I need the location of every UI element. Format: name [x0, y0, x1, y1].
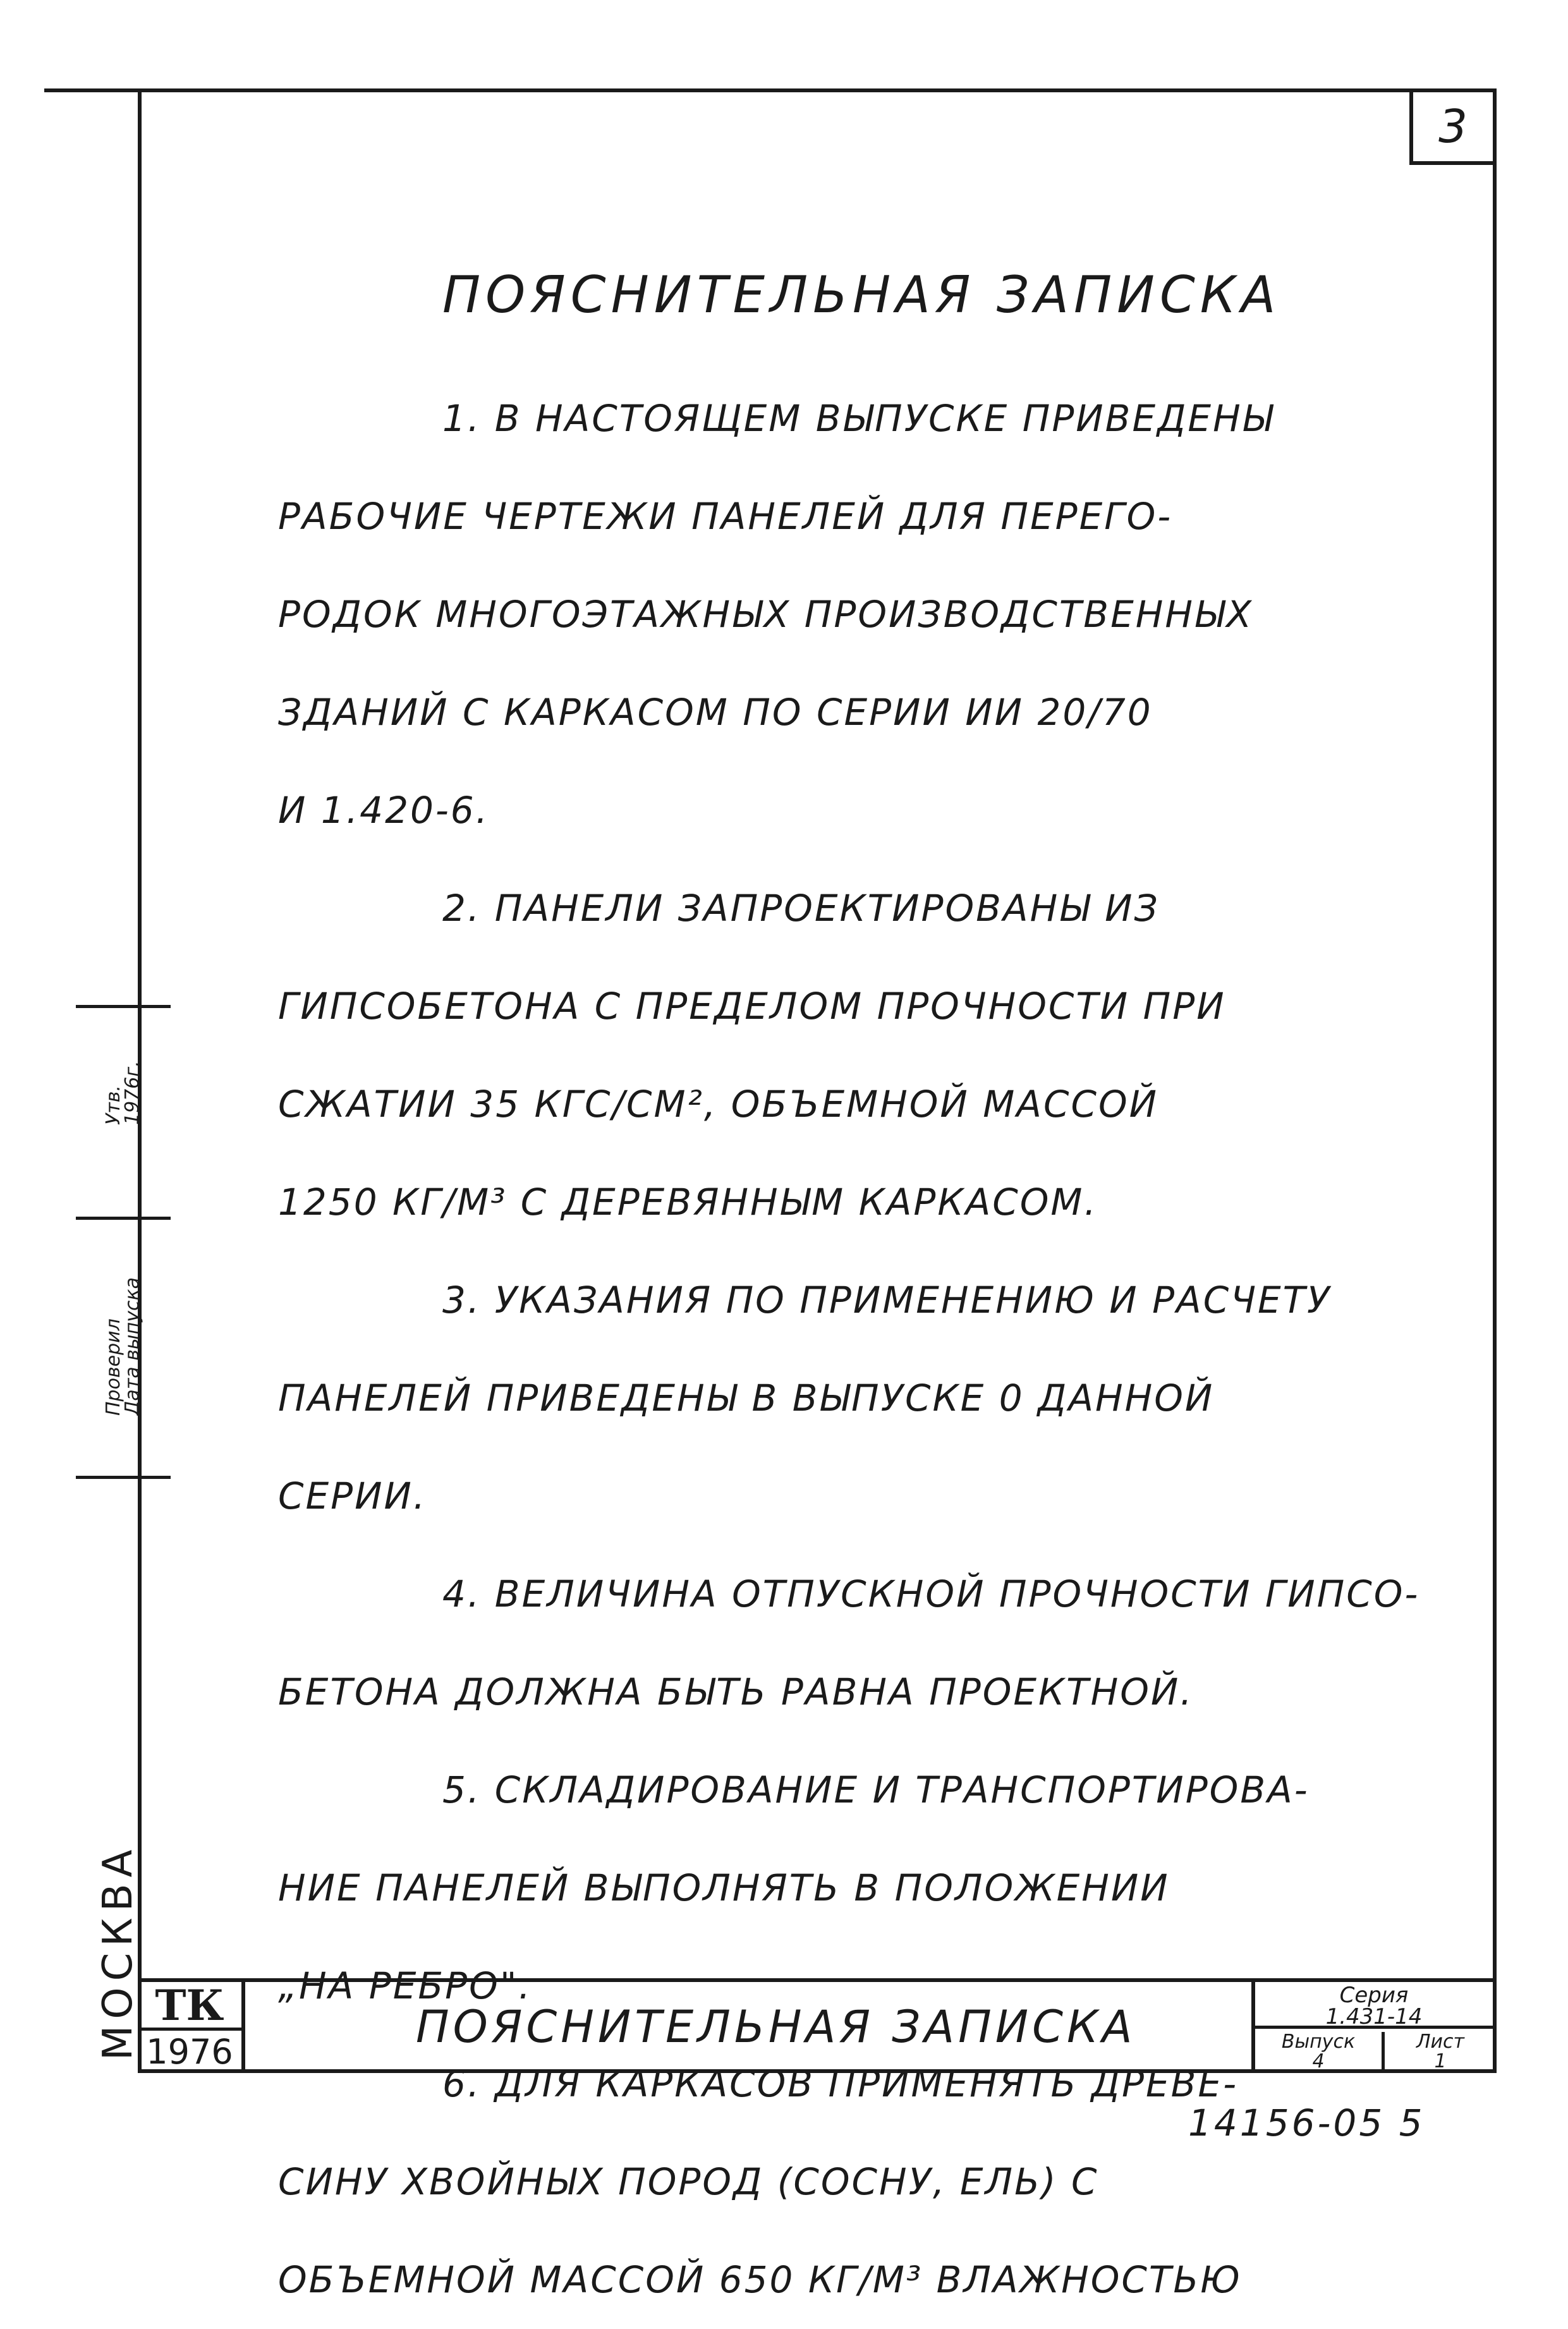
issue-value: 4: [1312, 2050, 1325, 2072]
page-number: 3: [1409, 92, 1493, 165]
side-stamp-label: Проверил: [102, 1318, 125, 1416]
text-line: „НА РЕБРО".: [278, 1964, 532, 2007]
logo-tk: ТК: [138, 1982, 241, 2031]
text-line: ПАНЕЛЕЙ ПРИВЕДЕНЫ В ВЫПУСКЕ 0 ДАННОЙ: [278, 1377, 1215, 1420]
text-line: 6. ДЛЯ КАРКАСОВ ПРИМЕНЯТЬ ДРЕВЕ-: [442, 2062, 1239, 2105]
text-line: 5. СКЛАДИРОВАНИЕ И ТРАНСПОРТИРОВА-: [442, 1768, 1310, 1811]
text-line: И 1.420-6.: [278, 789, 490, 832]
text-line: РАБОЧИЕ ЧЕРТЕЖИ ПАНЕЛЕЙ ДЛЯ ПЕРЕГО-: [278, 495, 1173, 538]
page-title: ПОЯСНИТЕЛЬНАЯ ЗАПИСКА: [442, 265, 1281, 324]
series-label: Серия: [1339, 1983, 1409, 2008]
text-line: СИНУ ХВОЙНЫХ ПОРОД (СОСНУ, ЕЛЬ) С: [278, 2160, 1099, 2203]
title-block-year: 1976: [146, 2032, 233, 2072]
text-line: 1. В НАСТОЯЩЕМ ВЫПУСКЕ ПРИВЕДЕНЫ: [442, 397, 1275, 440]
text-line: СЖАТИИ 35 КГС/СМ², ОБЪЕМНОЙ МАССОЙ: [278, 1083, 1158, 1126]
text-line: БЕТОНА ДОЛЖНА БЫТЬ РАВНА ПРОЕКТНОЙ.: [278, 1670, 1194, 1713]
title-block: [138, 1978, 1497, 2073]
footer-code: 14156-05 5: [1188, 2101, 1425, 2144]
sheet-label: Лист: [1416, 2031, 1465, 2053]
side-stamp-label: Утв.: [102, 1085, 125, 1125]
text-line: 4. ВЕЛИЧИНА ОТПУСКНОЙ ПРОЧНОСТИ ГИПСО-: [442, 1572, 1420, 1615]
issue-label: Выпуск: [1281, 2031, 1356, 2053]
series-value: 1.431-14: [1325, 2004, 1423, 2029]
text-line: 1250 КГ/М³ С ДЕРЕВЯННЫМ КАРКАСОМ.: [278, 1181, 1098, 1224]
text-line: СЕРИИ.: [278, 1475, 427, 1517]
title-block-series: [1255, 1982, 1493, 2029]
side-stamp-label: 1976г.: [121, 1061, 143, 1125]
title-block-info: [1251, 1982, 1493, 2073]
side-stamp-divider: [76, 1217, 171, 1220]
title-block-logo: [138, 1982, 245, 2073]
title-block-sheet: [1388, 2032, 1493, 2073]
text-line: ОБЪЕМНОЙ МАССОЙ 650 КГ/М³ ВЛАЖНОСТЬЮ: [278, 2258, 1242, 2301]
title-block-issue: [1255, 2032, 1385, 2073]
text-line: РОДОК МНОГОЭТАЖНЫХ ПРОИЗВОДСТВЕННЫХ: [278, 593, 1254, 636]
text-line: ГИПСОБЕТОНА С ПРЕДЕЛОМ ПРОЧНОСТИ ПРИ: [278, 985, 1226, 1028]
side-stamp-label: Дата выпуска: [121, 1277, 143, 1416]
side-stamp-divider: [76, 1005, 171, 1008]
text-line: НИЕ ПАНЕЛЕЙ ВЫПОЛНЯТЬ В ПОЛОЖЕНИИ: [278, 1866, 1170, 1909]
text-line: 2. ПАНЕЛИ ЗАПРОЕКТИРОВАНЫ ИЗ: [442, 887, 1160, 930]
title-block-title: ПОЯСНИТЕЛЬНАЯ ЗАПИСКА: [416, 2001, 1136, 2053]
top-rule: [44, 88, 139, 92]
sheet-value: 1: [1434, 2050, 1447, 2072]
side-stamp-divider: [76, 1476, 171, 1479]
text-line: ЗДАНИЙ С КАРКАСОМ ПО СЕРИИ ИИ 20/70: [278, 691, 1153, 734]
text-line: 3. УКАЗАНИЯ ПО ПРИМЕНЕНИЮ И РАСЧЕТУ: [442, 1279, 1332, 1322]
side-stamp-city: МОСКВА: [95, 1843, 142, 2060]
